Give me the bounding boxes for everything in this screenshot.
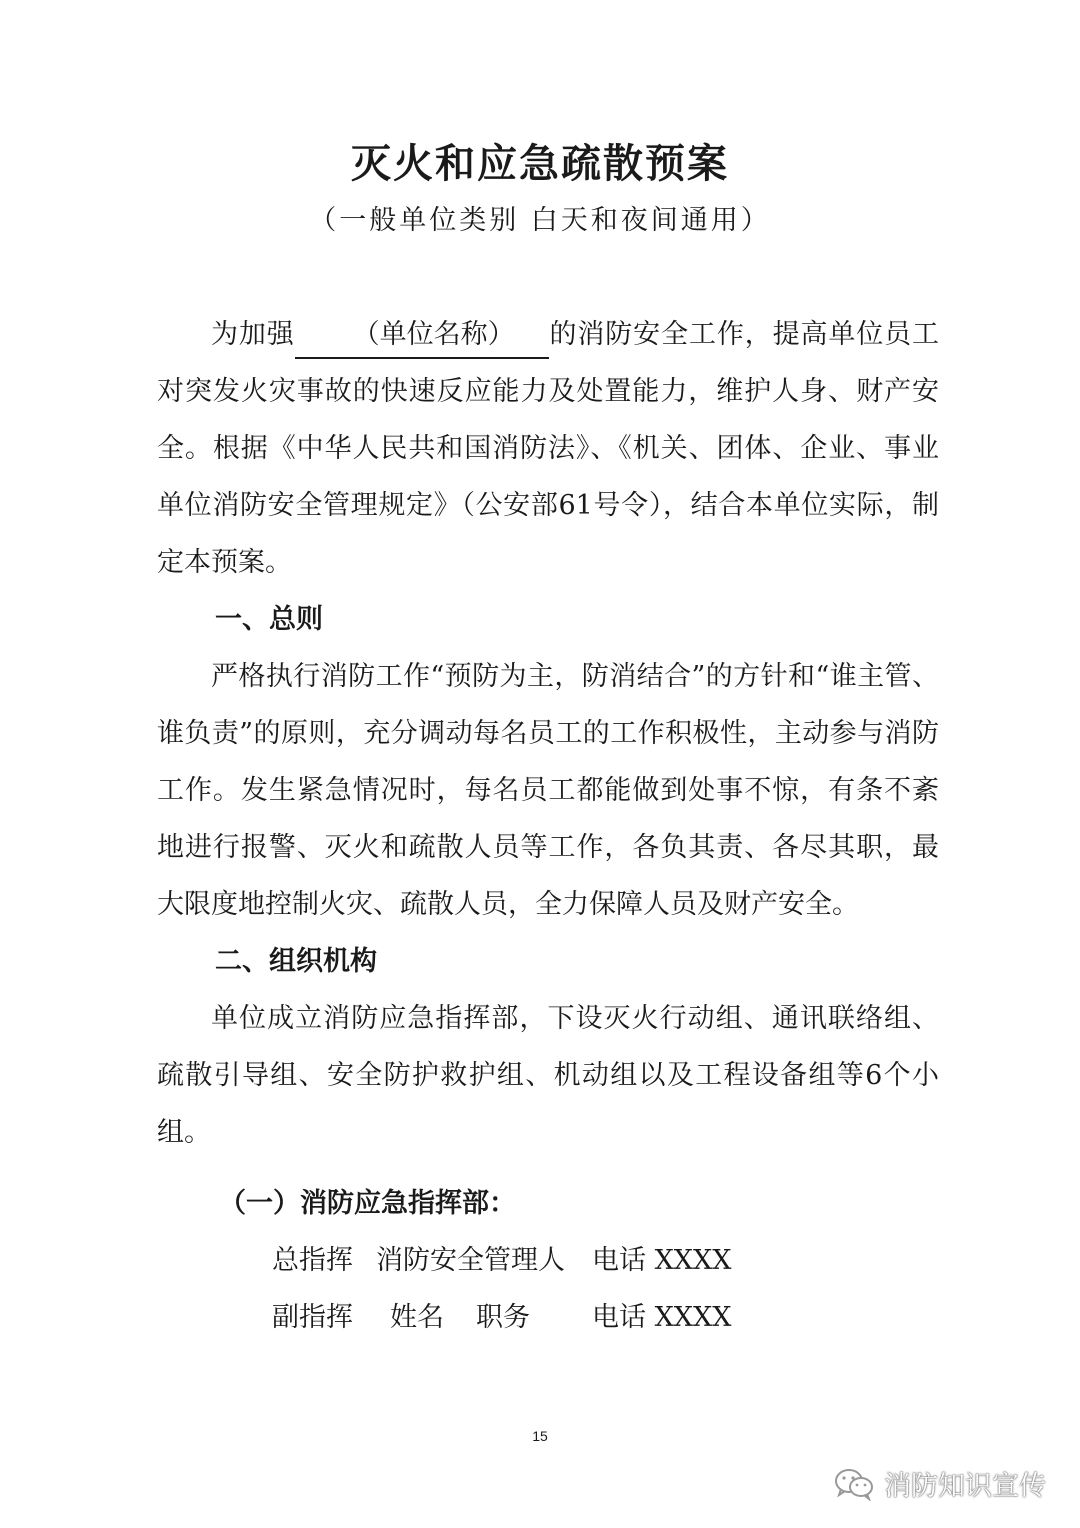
intro-after: 的消防安全工作，提高单位员工对突发火灾事故的快速反应能力及处置能力，维护人身、财产安全。根据《中华人民共和国消防法》、《机关、团体、企业、事业单位消防安全管理规定》（公安部61号令），结合本单位实际，制定本预案。: [157, 319, 940, 578]
section-heading-general: 一、总则: [215, 604, 323, 635]
page-number: 15: [532, 1428, 548, 1444]
section-heading-organization: 二、组织机构: [215, 946, 377, 977]
document-subtitle: （一般单位类别 白天和夜间通用）: [309, 205, 771, 236]
section-text-general: 严格执行消防工作“预防为主，防消结合”的方针和“谁主管、谁负责”的原则，充分调动每名员工的工作积极性，主动参与消防工作。发生紧急情况时，每名员工都能做到处事不惊，有条不紊地进行报警、灭火和疏散人员等工作，各负其责、各尽其职，最大限度地控制火灾、疏散人员，全力保障人员及财产安全。: [157, 661, 939, 920]
command-row-deputy: [157, 1289, 939, 1346]
role-label: 总指挥: [272, 1245, 353, 1276]
section-text-organization: 单位成立消防应急指挥部，下设灭火行动组、通讯联络组、疏散引导组、安全防护救护组、机动组以及工程设备组等6个小组。: [157, 1003, 939, 1148]
phone-label: 电话 XXXX: [592, 1302, 732, 1333]
subsection-heading-command: （一）消防应急指挥部：: [219, 1188, 516, 1219]
role-label: 副指挥: [272, 1302, 353, 1333]
unit-name-blank: （单位名称）: [295, 313, 549, 359]
phone-label: 电话 XXXX: [592, 1245, 732, 1276]
spacer: [157, 1161, 939, 1175]
intro-paragraph: [157, 306, 939, 591]
person-label: 消防安全管理人: [376, 1245, 565, 1276]
name-label: 姓名: [390, 1302, 444, 1333]
command-row-chief: [157, 1232, 939, 1289]
watermark-text: 消防知识宣传: [884, 1471, 1046, 1502]
document-title: 灭火和应急疏散预案: [351, 141, 729, 187]
intro-before: 为加强: [211, 319, 295, 350]
position-label: 职务: [476, 1302, 530, 1333]
wechat-icon: [834, 1467, 874, 1501]
document-body: [157, 306, 939, 1346]
watermark: [834, 1464, 1046, 1503]
